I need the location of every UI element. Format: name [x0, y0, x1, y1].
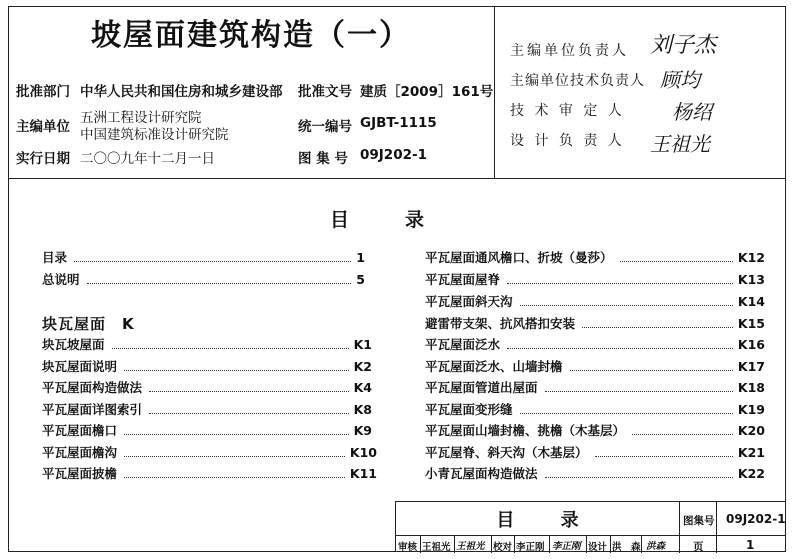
toc-entry-k4[interactable]: 平瓦屋面构造做法 K4: [42, 380, 372, 395]
resp-label-4: 设 计 负 责 人: [510, 133, 625, 149]
header-bottom-rule: [8, 178, 786, 179]
section-title: 块瓦屋面 K: [42, 315, 135, 333]
atlas-title: 坡屋面建筑构造（一）: [91, 18, 411, 53]
unified-no-label: 统一编号: [298, 119, 352, 135]
check-label: 校对: [493, 542, 513, 553]
review-name: 王祖光: [422, 542, 451, 553]
toc-entry-1[interactable]: 目录 1: [42, 250, 365, 265]
toc-entry-k19[interactable]: 平瓦屋面变形缝 K19: [425, 402, 765, 417]
toc-entry-k22[interactable]: 小青瓦屋面构造做法 K22: [425, 466, 765, 481]
review-signature: 王祖光: [456, 541, 485, 552]
atlas-no-label-footer: 图集号: [683, 515, 715, 527]
signature-2: 顾均: [660, 68, 700, 92]
editor-unit-2: 中国建筑标准设计研究院: [80, 127, 229, 143]
impl-date: 二〇〇九年十二月一日: [80, 151, 215, 167]
toc-entry-k16[interactable]: 平瓦屋面泛水 K16: [425, 337, 765, 352]
signature-1: 刘子杰: [650, 33, 717, 58]
design-name: 洪 森: [612, 542, 641, 553]
toc-entry-k8[interactable]: 平瓦屋面详图索引 K8: [42, 402, 372, 417]
title-block: [395, 501, 786, 552]
toc-entry-k11[interactable]: 平瓦屋面披檐 K11: [42, 466, 377, 481]
atlas-no-footer: 09J202-1: [726, 512, 786, 526]
resp-label-2: 主编单位技术负责人: [510, 73, 645, 89]
header-divider: [494, 6, 495, 178]
toc-entry-k20[interactable]: 平瓦屋面山墙封檐、挑檐（木基层） K20: [425, 423, 765, 438]
toc-entry-k18[interactable]: 平瓦屋面管道出屋面 K18: [425, 380, 765, 395]
approval-doc: 建质［2009］161号: [360, 84, 494, 100]
toc-entry-k13[interactable]: 平瓦屋面屋脊 K13: [425, 272, 765, 287]
resp-label-3: 技 术 审 定 人: [510, 103, 625, 119]
toc-entry-2[interactable]: 总说明 5: [42, 272, 365, 287]
design-signature: 洪森: [646, 541, 666, 552]
atlas-no: 09J202-1: [360, 147, 427, 163]
approval-dept-label: 批准部门: [16, 84, 70, 100]
toc-entry-k12[interactable]: 平瓦屋面通风檐口、折坡（曼莎） K12: [425, 250, 765, 265]
resp-label-1: 主编单位负责人: [510, 43, 629, 59]
toc-title: 目 录: [330, 209, 425, 231]
signature-4: 王祖光: [650, 132, 710, 156]
toc-entry-k1[interactable]: 块瓦坡屋面 K1: [42, 337, 372, 352]
review-label: 审核: [398, 542, 418, 553]
toc-entry-k21[interactable]: 平瓦屋脊、斜天沟（木基层） K21: [425, 445, 765, 460]
check-signature: 李正刚: [552, 541, 581, 552]
toc-entry-k14[interactable]: 平瓦屋面斜天沟 K14: [425, 294, 765, 309]
toc-entry-k9[interactable]: 平瓦屋面檐口 K9: [42, 423, 372, 438]
approval-doc-label: 批准文号: [298, 84, 352, 100]
design-label: 设计: [588, 542, 608, 553]
approval-dept: 中华人民共和国住房和城乡建设部: [80, 84, 283, 100]
toc-entry-k2[interactable]: 块瓦屋面说明 K2: [42, 359, 372, 374]
signature-3: 杨绍: [672, 100, 712, 124]
check-name: 李正刚: [516, 542, 545, 553]
editor-unit-1: 五洲工程设计研究院: [80, 110, 202, 126]
title-block-heading: 目 录: [496, 509, 579, 531]
atlas-no-label: 图 集 号: [298, 151, 348, 167]
unified-no: GJBT-1115: [360, 115, 437, 131]
toc-entry-k17[interactable]: 平瓦屋面泛水、山墙封檐 K17: [425, 359, 765, 374]
impl-date-label: 实行日期: [16, 151, 70, 167]
page-number: 1: [746, 538, 755, 552]
editor-unit-label: 主编单位: [16, 119, 70, 135]
toc-entry-k10[interactable]: 平瓦屋面檐沟 K10: [42, 445, 377, 460]
toc-entry-k15[interactable]: 避雷带支架、抗风搭扣安装 K15: [425, 316, 765, 331]
page-label: 页: [693, 541, 704, 553]
